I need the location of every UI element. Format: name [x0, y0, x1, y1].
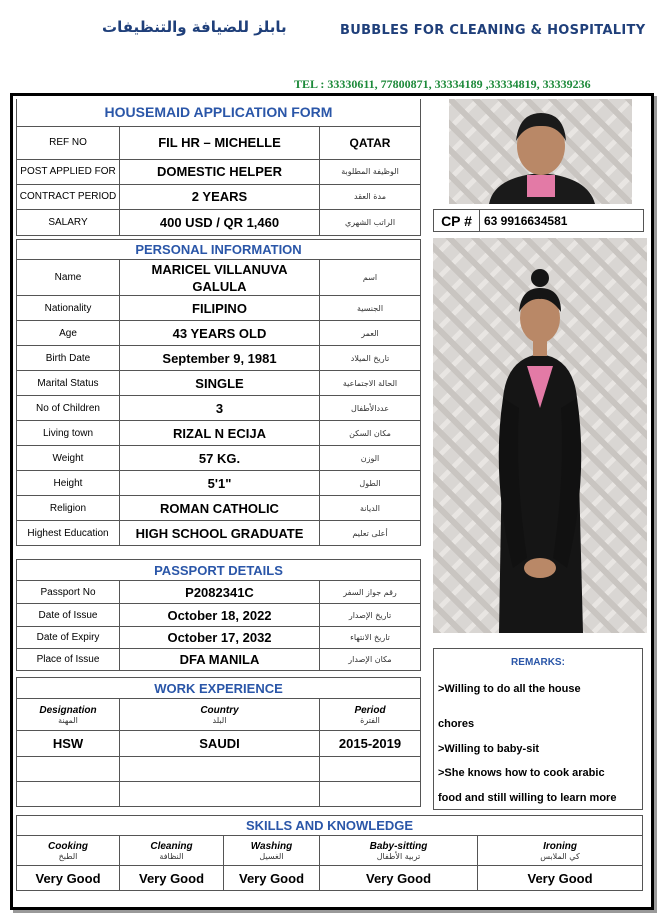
applicant-photo-small: [449, 99, 632, 204]
personal-label-arabic: اسم: [320, 260, 421, 296]
post-label: POST APPLIED FOR: [17, 159, 120, 184]
skill-ironing: [478, 836, 643, 866]
company-name-english: BUBBLES FOR CLEANING & HOSPITALITY: [340, 23, 646, 38]
passport-label: Place of Issue: [17, 649, 120, 671]
passport-value: October 18, 2022: [120, 604, 320, 627]
personal-label-arabic: أعلى تعليم: [320, 521, 421, 546]
personal-label: Birth Date: [17, 346, 120, 371]
work-row-empty: [17, 782, 421, 807]
top-info-table: [16, 99, 421, 236]
cp-label: CP #: [434, 210, 480, 232]
company-name-arabic: بابلز للضيافة والتنظيفات: [102, 18, 287, 36]
skill-cleaning: [120, 836, 224, 866]
passport-label-arabic: مكان الإصدار: [320, 649, 421, 671]
skills-table: [16, 815, 643, 891]
period-label-arabic: الفترة: [360, 715, 380, 725]
skill-name: Cooking: [48, 840, 88, 852]
personal-label: Name: [17, 260, 120, 296]
skill-name-arabic: كي الملابس: [540, 851, 580, 861]
period-header: [320, 699, 421, 731]
personal-label-arabic: تاريخ الميلاد: [320, 346, 421, 371]
personal-label-arabic: الوزن: [320, 446, 421, 471]
skill-name-arabic: تربية الأطفال: [376, 851, 421, 861]
passport-label-arabic: تاريخ الانتهاء: [320, 627, 421, 649]
salary-label: SALARY: [17, 209, 120, 235]
skill-name-arabic: الطبخ: [58, 851, 78, 861]
passport-label: Date of Expiry: [17, 627, 120, 649]
personal-label-arabic: الحالة الاجتماعية: [320, 371, 421, 396]
personal-value: 43 YEARS OLD: [120, 321, 320, 346]
post-label-arabic: الوظيفة المطلوبة: [320, 159, 421, 184]
skill-name: Washing: [250, 840, 293, 852]
skill-level: Very Good: [224, 866, 320, 891]
period-label: Period: [354, 704, 386, 716]
remarks-box: [433, 648, 643, 810]
personal-label-arabic: الجنسية: [320, 296, 421, 321]
passport-label-arabic: تاريخ الإصدار: [320, 604, 421, 627]
personal-value: September 9, 1981: [120, 346, 320, 371]
applicant-photo-full: [433, 238, 647, 633]
personal-label: Religion: [17, 496, 120, 521]
remark-line: chores: [438, 718, 475, 730]
salary-label-arabic: الراتب الشهري: [320, 209, 421, 235]
skill-level: Very Good: [320, 866, 478, 891]
personal-value: MARICEL VILLANUVA GALULA: [120, 260, 320, 296]
salary-value: 400 USD / QR 1,460: [120, 209, 320, 235]
personal-label-arabic: مكان السكن: [320, 421, 421, 446]
personal-label: Living town: [17, 421, 120, 446]
post-value: DOMESTIC HELPER: [120, 159, 320, 184]
passport-label: Date of Issue: [17, 604, 120, 627]
passport-title: PASSPORT DETAILS: [17, 560, 421, 581]
personal-value: RIZAL N ECIJA: [120, 421, 320, 446]
contract-label-arabic: مدة العقد: [320, 184, 421, 209]
skills-title: SKILLS AND KNOWLEDGE: [17, 816, 643, 836]
designation-label: Designation: [39, 704, 97, 716]
passport-value: P2082341C: [120, 581, 320, 604]
passport-value: DFA MANILA: [120, 649, 320, 671]
personal-label: No of Children: [17, 396, 120, 421]
designation-label-arabic: المهنة: [58, 715, 78, 725]
personal-label-arabic: العمر: [320, 321, 421, 346]
cp-value: 63 9916634581: [480, 210, 644, 232]
personal-label-arabic: الديانة: [320, 496, 421, 521]
work-row: [17, 731, 421, 757]
personal-label-arabic: الطول: [320, 471, 421, 496]
passport-table: [16, 559, 421, 671]
remarks-title: REMARKS:: [511, 657, 565, 668]
skill-name-arabic: النظافة: [159, 851, 184, 861]
personal-info-table: [16, 239, 421, 546]
passport-label: Passport No: [17, 581, 120, 604]
work-experience-title: WORK EXPERIENCE: [17, 678, 421, 699]
skill-name: Ironing: [543, 840, 577, 852]
country-label-arabic: البلد: [212, 715, 227, 725]
telephone-numbers: TEL : 33330611, 77800871, 33334189 ,33334819, 33339236: [294, 77, 591, 91]
personal-label-arabic: عددالأطفال: [320, 396, 421, 421]
personal-label: Weight: [17, 446, 120, 471]
ref-value: FIL HR – MICHELLE: [120, 126, 320, 159]
personal-label: Nationality: [17, 296, 120, 321]
skill-baby-sitting: [320, 836, 478, 866]
personal-value: 5'1": [120, 471, 320, 496]
personal-value: HIGH SCHOOL GRADUATE: [120, 521, 320, 546]
passport-value: October 17, 2032: [120, 627, 320, 649]
work-row-empty: [17, 757, 421, 782]
personal-value: 57 KG.: [120, 446, 320, 471]
skill-name-arabic: الغسيل: [259, 851, 284, 861]
skill-washing: [224, 836, 320, 866]
country-header: [120, 699, 320, 731]
person-full-body-icon: [433, 238, 647, 633]
personal-label: Marital Status: [17, 371, 120, 396]
person-headshot-icon: [449, 99, 632, 204]
personal-value: SINGLE: [120, 371, 320, 396]
skill-name: Baby-sitting: [369, 840, 428, 852]
work-experience-table: [16, 677, 421, 807]
personal-label: Height: [17, 471, 120, 496]
skill-level: Very Good: [120, 866, 224, 891]
work-designation: HSW: [17, 731, 120, 757]
personal-label: Age: [17, 321, 120, 346]
skill-level: Very Good: [17, 866, 120, 891]
skill-name: Cleaning: [150, 840, 193, 852]
remark-line: food and still willing to learn more: [438, 792, 617, 804]
designation-header: [17, 699, 120, 731]
skill-level: Very Good: [478, 866, 643, 891]
contract-label: CONTRACT PERIOD: [17, 184, 120, 209]
work-country: SAUDI: [120, 731, 320, 757]
skill-cooking: [17, 836, 120, 866]
personal-row: [17, 260, 421, 296]
country-qatar: QATAR: [320, 126, 421, 159]
personal-value: FILIPINO: [120, 296, 320, 321]
remark-line: >Willing to do all the house: [438, 683, 581, 695]
personal-label: Highest Education: [17, 521, 120, 546]
form-title: HOUSEMAID APPLICATION FORM: [17, 99, 421, 126]
ref-label: REF NO: [17, 126, 120, 159]
work-period: 2015-2019: [320, 731, 421, 757]
personal-value: ROMAN CATHOLIC: [120, 496, 320, 521]
cp-table: [433, 209, 644, 232]
passport-label-arabic: رقم جواز السفر: [320, 581, 421, 604]
personal-info-title: PERSONAL INFORMATION: [17, 240, 421, 260]
personal-value: 3: [120, 396, 320, 421]
remark-line: >She knows how to cook arabic: [438, 767, 605, 779]
country-label: Country: [200, 704, 239, 716]
contract-value: 2 YEARS: [120, 184, 320, 209]
remark-line: >Willing to baby-sit: [438, 743, 540, 755]
